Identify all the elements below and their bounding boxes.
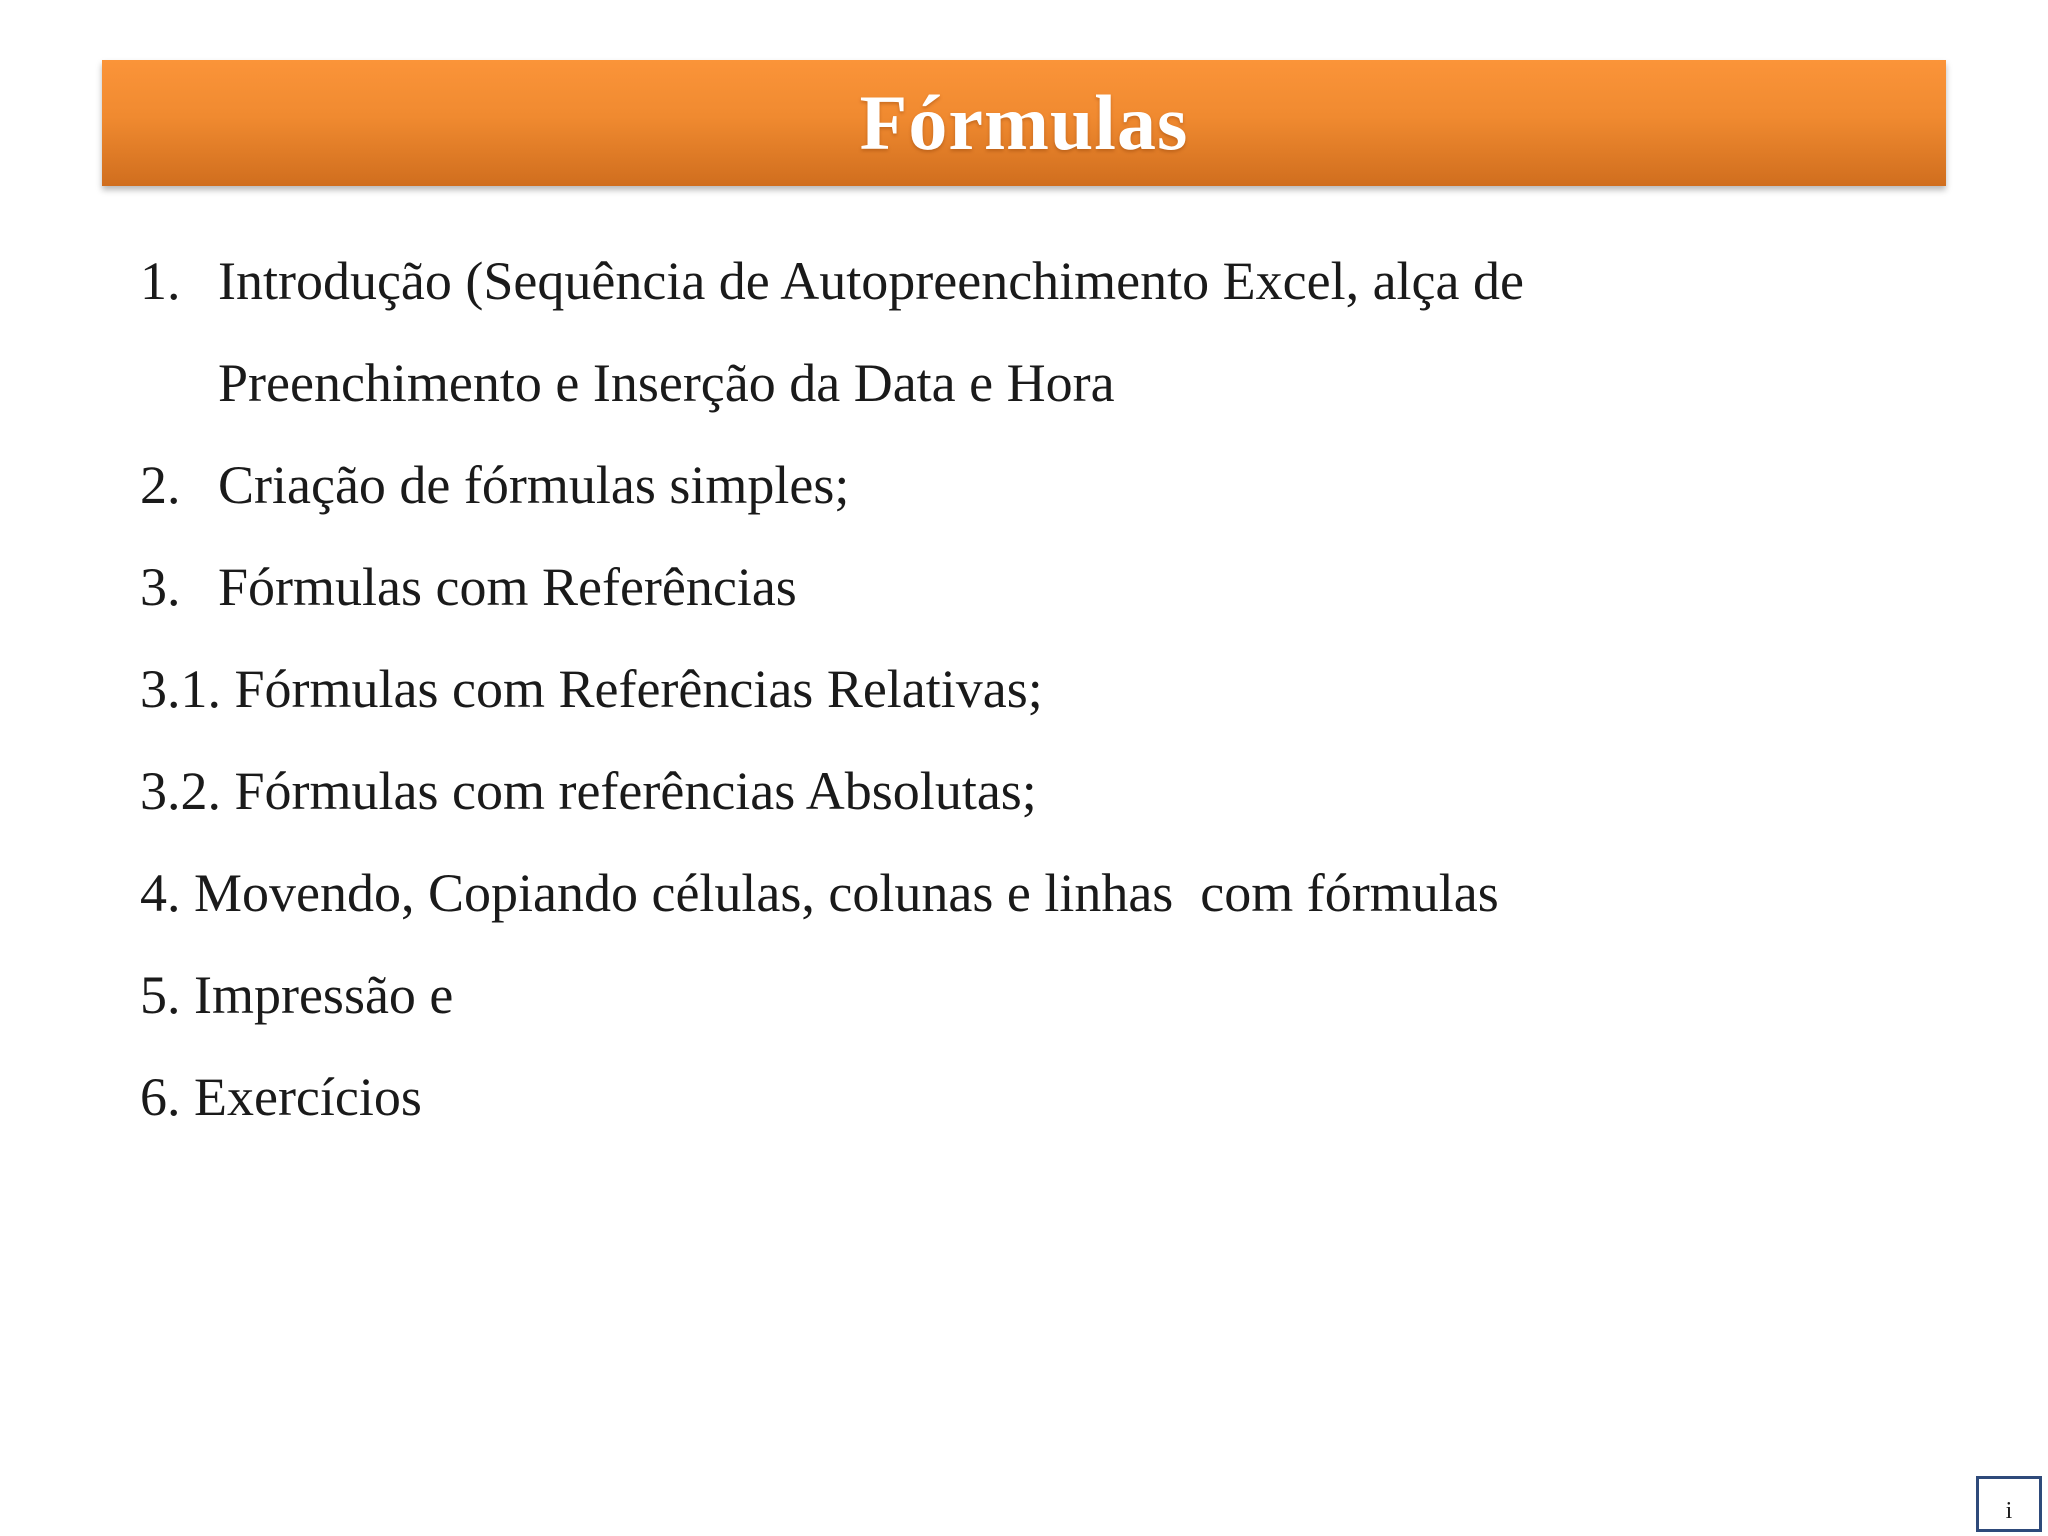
agenda-item-text: 6. Exercícios	[140, 1067, 422, 1127]
page-number: i	[2005, 1498, 2013, 1524]
agenda-item-text: Introdução (Sequência de Autopreenchimento Excel, alça de	[218, 251, 1524, 311]
agenda-item-5	[140, 944, 1840, 1046]
page-number-box	[1976, 1476, 2042, 1532]
agenda-item-number: 3.	[140, 557, 181, 617]
agenda-item-text: 3.2. Fórmulas com referências Absolutas;	[140, 761, 1037, 821]
agenda-item-text: 3.1. Fórmulas com Referências Relativas;	[140, 659, 1043, 719]
agenda-item-text: 5. Impressão e	[140, 965, 454, 1025]
agenda-item-1	[140, 230, 1840, 332]
agenda-list	[140, 230, 1840, 1148]
agenda-item-6	[140, 1046, 1840, 1148]
agenda-item-text: 4. Movendo, Copiando células, colunas e linhas com fórmulas	[140, 863, 1499, 923]
agenda-item-text: Fórmulas com Referências	[218, 557, 797, 617]
agenda-item-3-2	[140, 740, 1840, 842]
agenda-item-4	[140, 842, 1840, 944]
title-bar	[102, 60, 1946, 186]
agenda-item-1-continuation	[140, 332, 1840, 434]
agenda-item-number: 2.	[140, 455, 181, 515]
agenda-item-text: Criação de fórmulas simples;	[218, 455, 850, 515]
slide-title: Fórmulas	[859, 79, 1189, 166]
agenda-item-number: 1.	[140, 251, 181, 311]
agenda-item-3-1	[140, 638, 1840, 740]
agenda-item-2	[140, 434, 1840, 536]
agenda-item-text: Preenchimento e Inserção da Data e Hora	[218, 353, 1115, 413]
agenda-item-3	[140, 536, 1840, 638]
